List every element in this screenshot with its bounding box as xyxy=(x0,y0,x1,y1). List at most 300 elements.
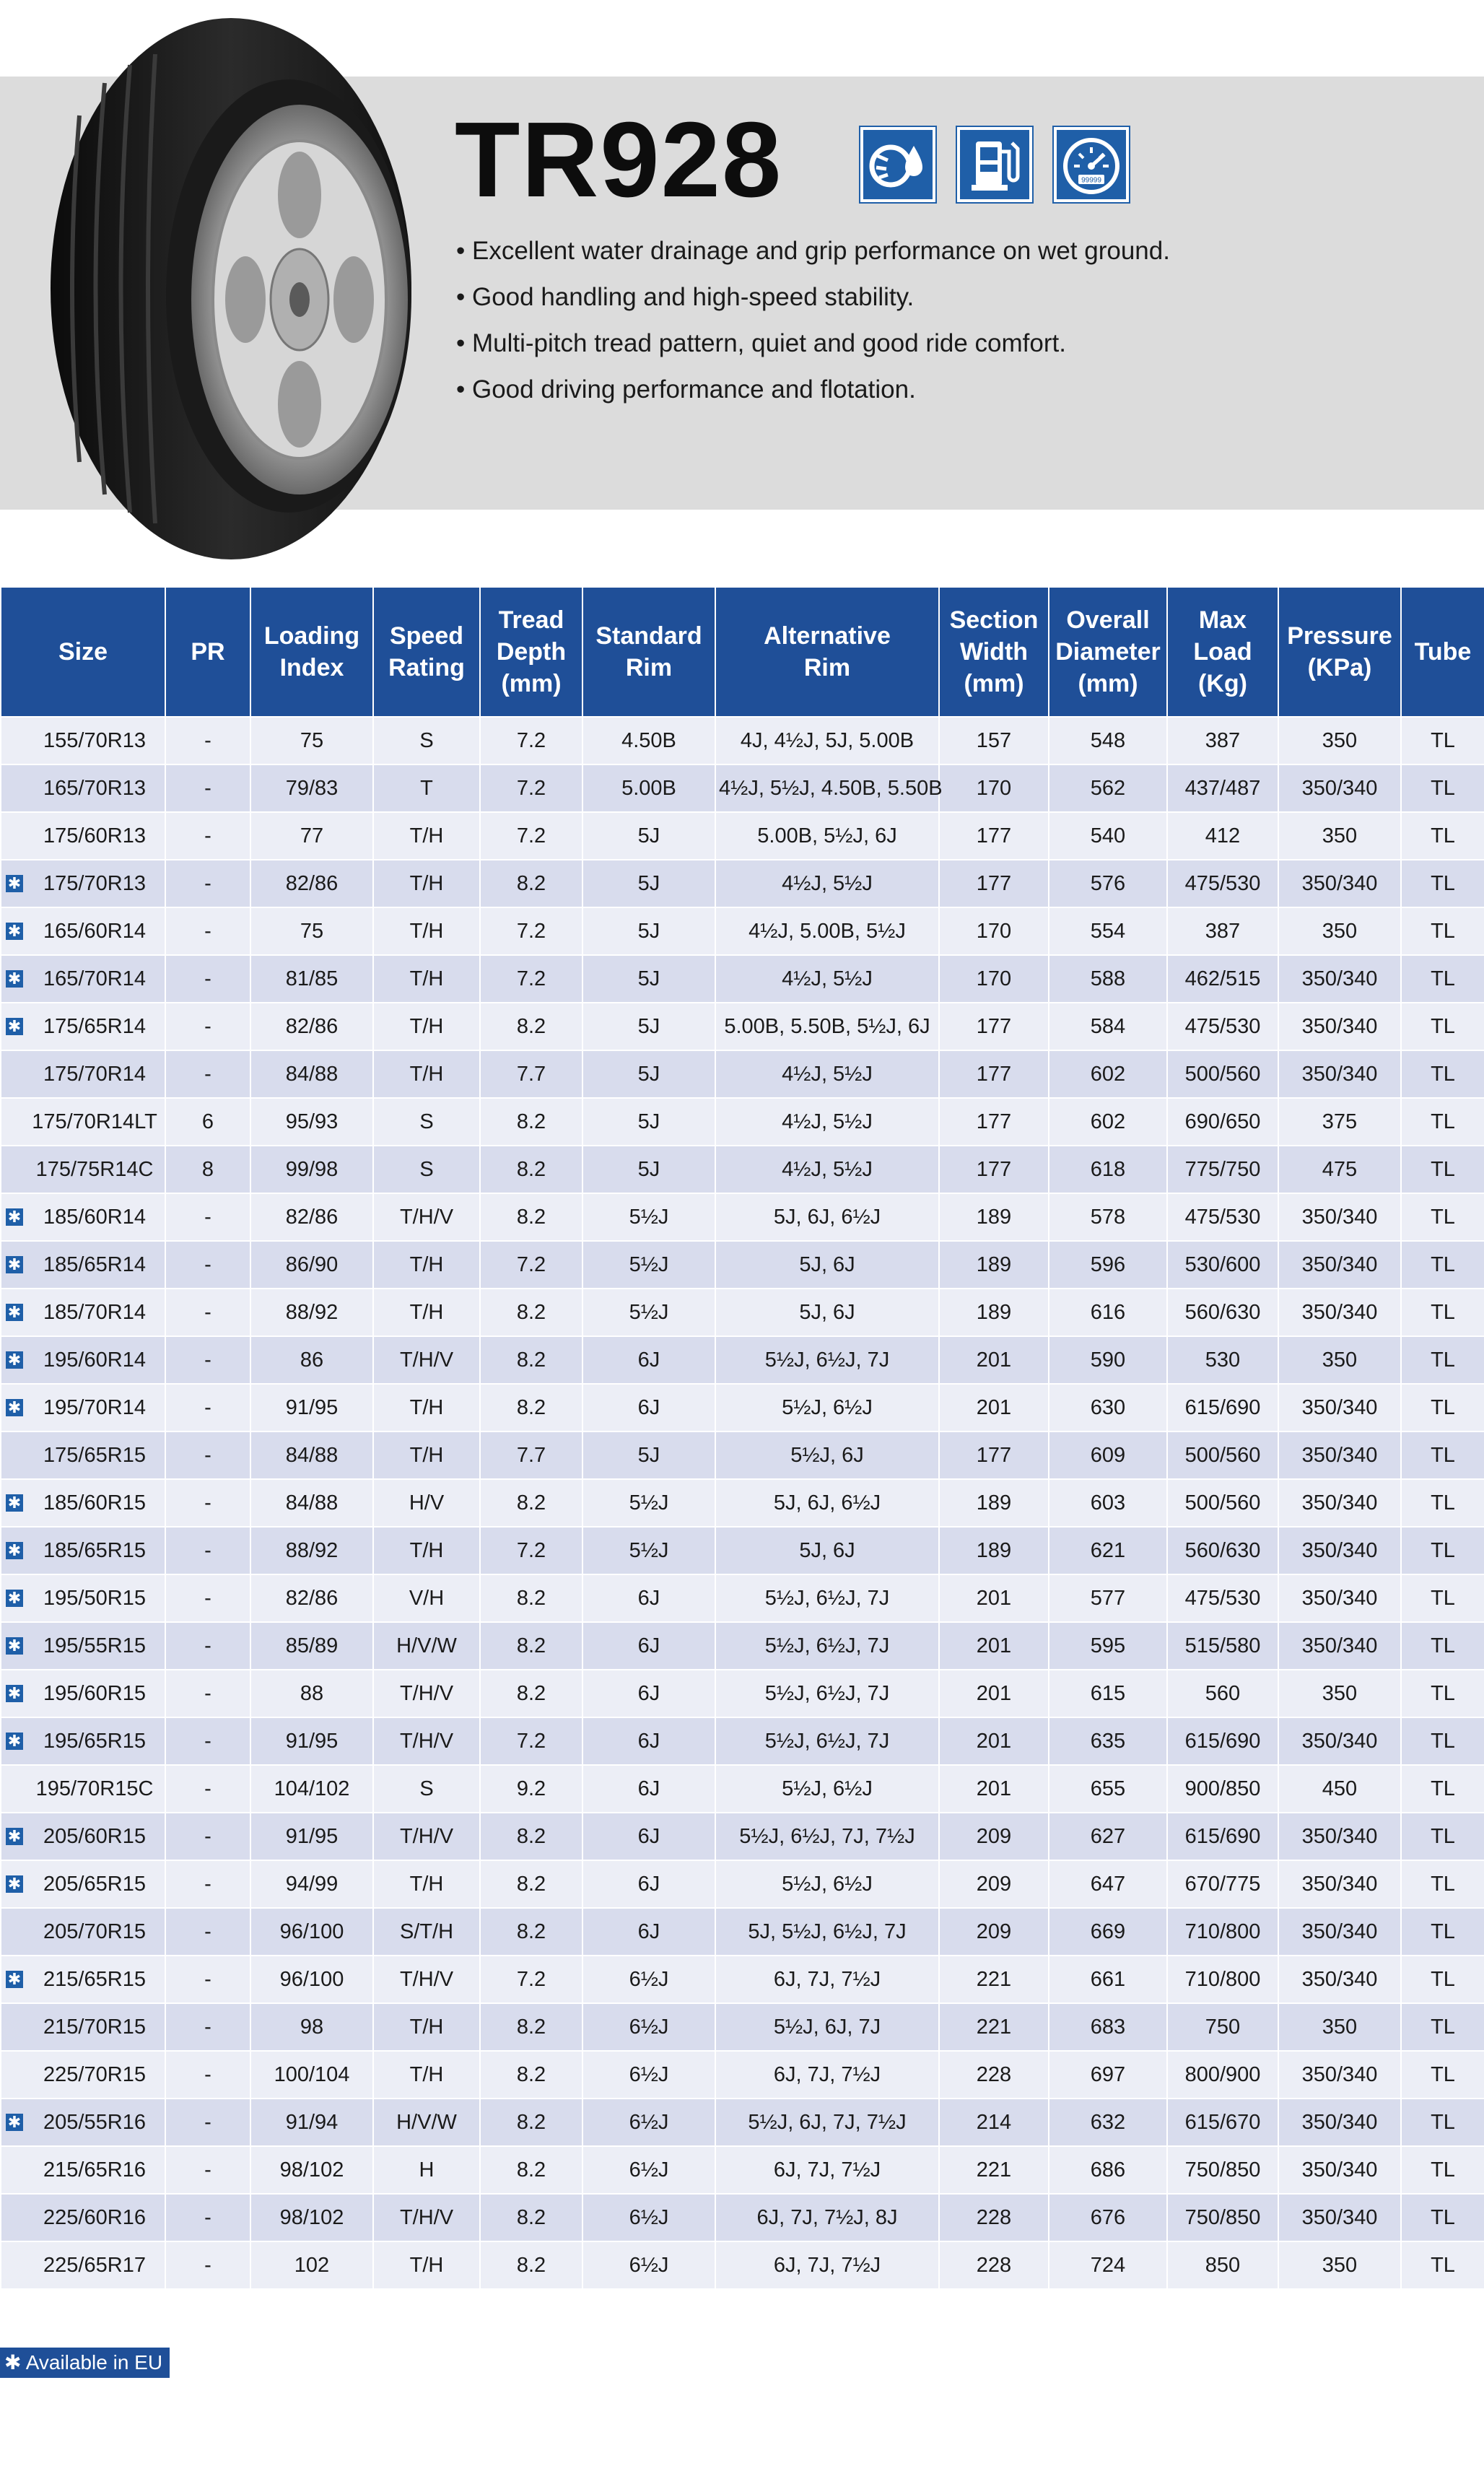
table-cell: T/H xyxy=(373,2003,480,2051)
table-cell: 96/100 xyxy=(250,1956,373,2003)
eu-star-icon: ✱ xyxy=(6,1399,23,1416)
column-header-line: (mm) xyxy=(1078,670,1138,697)
table-cell: 562 xyxy=(1049,764,1167,812)
table-cell: 350/340 xyxy=(1278,764,1401,812)
table-cell: 7.7 xyxy=(480,1431,582,1479)
table-cell: T/H/V xyxy=(373,1193,480,1241)
table-cell: TL xyxy=(1401,1813,1484,1860)
table-cell: T/H xyxy=(373,1050,480,1098)
table-cell: 8.2 xyxy=(480,2051,582,2099)
table-cell: 177 xyxy=(939,1431,1049,1479)
table-cell: 475/530 xyxy=(1167,1003,1278,1050)
table-cell: TL xyxy=(1401,1956,1484,2003)
tire-size-label: 175/75R14C xyxy=(35,1157,154,1181)
table-row xyxy=(1,1813,1484,1860)
table-cell: TL xyxy=(1401,717,1484,764)
table-cell: 5J xyxy=(582,955,715,1003)
table-cell: 630 xyxy=(1049,1384,1167,1431)
table-cell: 350/340 xyxy=(1278,2051,1401,2099)
table-cell: 437/487 xyxy=(1167,764,1278,812)
table-row xyxy=(1,1527,1484,1574)
table-cell: TL xyxy=(1401,2194,1484,2241)
table-cell: T/H xyxy=(373,1384,480,1431)
table-cell: TL xyxy=(1401,1431,1484,1479)
tire-size-label: 175/65R15 xyxy=(43,1443,146,1467)
table-cell: 86/90 xyxy=(250,1241,373,1289)
table-cell: 462/515 xyxy=(1167,955,1278,1003)
table-cell: 5J, 6J xyxy=(715,1241,939,1289)
table-cell: 647 xyxy=(1049,1860,1167,1908)
table-cell: 669 xyxy=(1049,1908,1167,1956)
table-cell xyxy=(1,1050,165,1098)
table-row xyxy=(1,1146,1484,1193)
table-cell: 221 xyxy=(939,2146,1049,2194)
table-cell: 6J xyxy=(582,1336,715,1384)
table-cell: TL xyxy=(1401,2241,1484,2289)
table-cell: 5.00B, 5½J, 6J xyxy=(715,812,939,860)
table-cell: 560/630 xyxy=(1167,1527,1278,1574)
table-cell xyxy=(1,1956,165,2003)
table-cell: 350 xyxy=(1278,717,1401,764)
table-cell: 228 xyxy=(939,2194,1049,2241)
table-cell: 6J, 7J, 7½J, 8J xyxy=(715,2194,939,2241)
tire-size-label: 155/70R13 xyxy=(43,728,146,752)
table-cell: 9.2 xyxy=(480,1765,582,1813)
table-row xyxy=(1,1431,1484,1479)
tire-size-label: 185/60R15 xyxy=(43,1491,146,1515)
table-cell: 603 xyxy=(1049,1479,1167,1527)
table-cell: H/V xyxy=(373,1479,480,1527)
table-cell: 5J xyxy=(582,1003,715,1050)
table-cell: 6J xyxy=(582,1574,715,1622)
table-cell: 475/530 xyxy=(1167,860,1278,907)
table-row xyxy=(1,1574,1484,1622)
table-cell: 82/86 xyxy=(250,1574,373,1622)
table-cell: TL xyxy=(1401,1479,1484,1527)
feature-item: • Good handling and high-speed stability. xyxy=(456,274,1170,321)
table-cell: 615 xyxy=(1049,1670,1167,1717)
table-cell: 5½J, 6½J, 7J, 7½J xyxy=(715,1813,939,1860)
table-cell: 596 xyxy=(1049,1241,1167,1289)
table-cell: 5J xyxy=(582,907,715,955)
table-row xyxy=(1,1050,1484,1098)
table-cell: - xyxy=(165,955,250,1003)
column-header-line: Rim xyxy=(803,654,851,681)
table-cell: 584 xyxy=(1049,1003,1167,1050)
column-header-line: Loading xyxy=(263,622,360,650)
table-cell: 750/850 xyxy=(1167,2146,1278,2194)
table-cell: T/H xyxy=(373,907,480,955)
column-header-line: Size xyxy=(58,638,108,666)
table-cell: 540 xyxy=(1049,812,1167,860)
table-cell: 350 xyxy=(1278,812,1401,860)
table-row xyxy=(1,2241,1484,2289)
table-cell: 77 xyxy=(250,812,373,860)
eu-star-icon: ✱ xyxy=(6,1304,23,1321)
table-cell: 5½J, 6½J, 7J xyxy=(715,1574,939,1622)
table-row xyxy=(1,1479,1484,1527)
table-cell: 627 xyxy=(1049,1813,1167,1860)
table-cell: TL xyxy=(1401,1050,1484,1098)
tire-illustration xyxy=(51,14,426,563)
table-cell: 8.2 xyxy=(480,1813,582,1860)
table-cell: - xyxy=(165,860,250,907)
table-cell: 690/650 xyxy=(1167,1098,1278,1146)
table-cell: 8.2 xyxy=(480,2241,582,2289)
table-cell: 5½J, 6½J, 7J xyxy=(715,1622,939,1670)
table-cell xyxy=(1,1717,165,1765)
table-cell: T/H xyxy=(373,2241,480,2289)
table-cell xyxy=(1,955,165,1003)
column-header xyxy=(250,587,373,717)
table-cell: TL xyxy=(1401,1574,1484,1622)
table-cell: 450 xyxy=(1278,1765,1401,1813)
table-cell: 8.2 xyxy=(480,1384,582,1431)
column-header-line: Diameter xyxy=(1055,638,1161,666)
table-cell: 5J xyxy=(582,1050,715,1098)
table-row xyxy=(1,1860,1484,1908)
table-cell: - xyxy=(165,2099,250,2146)
table-cell: 8.2 xyxy=(480,1193,582,1241)
table-cell: TL xyxy=(1401,907,1484,955)
table-row xyxy=(1,1908,1484,1956)
table-cell: 5½J, 6½J xyxy=(715,1860,939,1908)
table-cell: 4½J, 5.00B, 5½J xyxy=(715,907,939,955)
table-cell: T xyxy=(373,764,480,812)
table-cell: 228 xyxy=(939,2241,1049,2289)
table-cell: 350/340 xyxy=(1278,1431,1401,1479)
table-cell: T/H xyxy=(373,1003,480,1050)
eu-star-icon: ✱ xyxy=(6,875,23,892)
tire-size-label: 195/55R15 xyxy=(43,1634,146,1657)
tire-size-label: 195/50R15 xyxy=(43,1586,146,1610)
table-cell: 554 xyxy=(1049,907,1167,955)
table-cell: 5J xyxy=(582,1146,715,1193)
table-cell: - xyxy=(165,1193,250,1241)
table-cell: 6½J xyxy=(582,2003,715,2051)
table-cell: 221 xyxy=(939,1956,1049,2003)
table-cell xyxy=(1,1146,165,1193)
wet-grip-icon xyxy=(860,127,935,202)
table-cell: 6J xyxy=(582,1813,715,1860)
table-cell xyxy=(1,764,165,812)
tire-size-label: 185/65R15 xyxy=(43,1538,146,1562)
table-cell: 686 xyxy=(1049,2146,1167,2194)
eu-star-icon: ✱ xyxy=(6,1637,23,1655)
table-cell: T/H/V xyxy=(373,1336,480,1384)
table-cell: 91/95 xyxy=(250,1717,373,1765)
table-cell: - xyxy=(165,764,250,812)
feature-item: • Excellent water drainage and grip performance on wet ground. xyxy=(456,228,1170,274)
table-cell: 5½J, 6½J, 7J xyxy=(715,1670,939,1717)
table-cell: 177 xyxy=(939,1098,1049,1146)
table-cell: 88/92 xyxy=(250,1527,373,1574)
eu-availability-legend xyxy=(0,2348,170,2378)
table-cell: - xyxy=(165,1574,250,1622)
table-cell: 170 xyxy=(939,764,1049,812)
table-cell: 201 xyxy=(939,1622,1049,1670)
table-cell: 578 xyxy=(1049,1193,1167,1241)
table-cell: - xyxy=(165,1956,250,2003)
fuel-pump-icon xyxy=(957,127,1032,202)
table-row xyxy=(1,955,1484,1003)
table-cell: TL xyxy=(1401,955,1484,1003)
table-cell: TL xyxy=(1401,1717,1484,1765)
table-cell: TL xyxy=(1401,1146,1484,1193)
tire-size-label: 175/70R14 xyxy=(43,1062,146,1086)
table-cell: 79/83 xyxy=(250,764,373,812)
tire-size-label: 185/65R14 xyxy=(43,1252,146,1276)
table-cell: - xyxy=(165,812,250,860)
table-cell xyxy=(1,1193,165,1241)
table-cell: 4½J, 5½J, 4.50B, 5.50B xyxy=(715,764,939,812)
column-header xyxy=(165,587,250,717)
table-cell: 5½J, 6½J xyxy=(715,1384,939,1431)
eu-star-icon: ✱ xyxy=(6,1542,23,1559)
table-cell: 5J xyxy=(582,860,715,907)
table-cell: TL xyxy=(1401,860,1484,907)
table-cell: TL xyxy=(1401,1289,1484,1336)
table-cell: 710/800 xyxy=(1167,1908,1278,1956)
table-cell: 475 xyxy=(1278,1146,1401,1193)
table-cell: 412 xyxy=(1167,812,1278,860)
tire-size-label: 165/70R13 xyxy=(43,776,146,800)
table-cell: 670/775 xyxy=(1167,1860,1278,1908)
table-cell: TL xyxy=(1401,1622,1484,1670)
table-cell: 4½J, 5½J xyxy=(715,1050,939,1098)
table-cell: 350/340 xyxy=(1278,955,1401,1003)
column-header xyxy=(582,587,715,717)
eu-star-icon: ✱ xyxy=(6,923,23,940)
table-cell: 615/690 xyxy=(1167,1717,1278,1765)
table-cell: 82/86 xyxy=(250,1003,373,1050)
table-cell: 800/900 xyxy=(1167,2051,1278,2099)
tire-size-label: 205/55R16 xyxy=(43,2110,146,2134)
table-cell xyxy=(1,1622,165,1670)
eu-star-icon: ✱ xyxy=(6,1971,23,1988)
table-cell: 602 xyxy=(1049,1050,1167,1098)
table-cell: 84/88 xyxy=(250,1050,373,1098)
table-cell: TL xyxy=(1401,1527,1484,1574)
table-row xyxy=(1,1717,1484,1765)
table-cell: 5J xyxy=(582,812,715,860)
table-cell: 228 xyxy=(939,2051,1049,2099)
column-header xyxy=(939,587,1049,717)
tire-size-label: 165/70R14 xyxy=(43,967,146,990)
table-cell xyxy=(1,860,165,907)
table-cell: 5½J, 6½J, 7J xyxy=(715,1717,939,1765)
table-cell: 350 xyxy=(1278,2241,1401,2289)
table-row xyxy=(1,717,1484,764)
table-cell xyxy=(1,2051,165,2099)
table-cell: TL xyxy=(1401,1336,1484,1384)
column-header-line: Speed xyxy=(389,622,464,650)
table-cell: 697 xyxy=(1049,2051,1167,2099)
table-cell: TL xyxy=(1401,1765,1484,1813)
table-cell: 8.2 xyxy=(480,1908,582,1956)
table-cell: 214 xyxy=(939,2099,1049,2146)
table-cell: 724 xyxy=(1049,2241,1167,2289)
table-cell: T/H xyxy=(373,2051,480,2099)
table-cell: 595 xyxy=(1049,1622,1167,1670)
column-header-line: PR xyxy=(191,638,225,666)
table-cell: TL xyxy=(1401,1670,1484,1717)
table-cell: - xyxy=(165,1670,250,1717)
table-cell: 6½J xyxy=(582,2099,715,2146)
feature-icon-row xyxy=(860,127,1129,202)
table-cell xyxy=(1,907,165,955)
table-cell: 8.2 xyxy=(480,2099,582,2146)
table-cell xyxy=(1,1098,165,1146)
table-cell: 4.50B xyxy=(582,717,715,764)
table-cell: 177 xyxy=(939,1146,1049,1193)
eu-star-icon: ✱ xyxy=(6,970,23,988)
table-cell: 615/690 xyxy=(1167,1384,1278,1431)
table-cell: - xyxy=(165,1717,250,1765)
table-body xyxy=(1,717,1484,2289)
table-cell: 548 xyxy=(1049,717,1167,764)
table-cell: 387 xyxy=(1167,907,1278,955)
table-cell: 590 xyxy=(1049,1336,1167,1384)
table-cell: 350/340 xyxy=(1278,2146,1401,2194)
table-cell: 209 xyxy=(939,1908,1049,1956)
table-row xyxy=(1,764,1484,812)
table-cell: 100/104 xyxy=(250,2051,373,2099)
table-cell: 177 xyxy=(939,1050,1049,1098)
table-row xyxy=(1,2099,1484,2146)
table-cell: 6½J xyxy=(582,2241,715,2289)
table-row xyxy=(1,1241,1484,1289)
speedometer-icon xyxy=(1054,127,1129,202)
table-cell: 6J xyxy=(582,1717,715,1765)
table-cell: 6J xyxy=(582,1384,715,1431)
column-header-line: (mm) xyxy=(964,670,1024,697)
table-cell: T/H/V xyxy=(373,1956,480,2003)
table-cell: - xyxy=(165,1813,250,1860)
table-cell: 530/600 xyxy=(1167,1241,1278,1289)
table-cell: - xyxy=(165,1765,250,1813)
table-cell: 5½J, 6J, 7J xyxy=(715,2003,939,2051)
table-cell: T/H xyxy=(373,955,480,1003)
table-cell: 201 xyxy=(939,1717,1049,1765)
table-cell: 8.2 xyxy=(480,1289,582,1336)
table-cell: 775/750 xyxy=(1167,1146,1278,1193)
table-cell: 5J xyxy=(582,1098,715,1146)
table-cell: 900/850 xyxy=(1167,1765,1278,1813)
table-cell: - xyxy=(165,2003,250,2051)
table-cell: 5J, 6J xyxy=(715,1527,939,1574)
table-cell: 850 xyxy=(1167,2241,1278,2289)
table-cell: 5½J, 6½J, 7J xyxy=(715,1336,939,1384)
table-row xyxy=(1,1289,1484,1336)
table-cell: 6J, 7J, 7½J xyxy=(715,2146,939,2194)
table-cell: TL xyxy=(1401,2146,1484,2194)
table-cell: 5J xyxy=(582,1431,715,1479)
tire-size-label: 195/70R14 xyxy=(43,1395,146,1419)
table-cell: 602 xyxy=(1049,1098,1167,1146)
table-cell: T/H/V xyxy=(373,1717,480,1765)
table-cell xyxy=(1,1241,165,1289)
table-cell: 350/340 xyxy=(1278,2099,1401,2146)
tire-size-label: 185/70R14 xyxy=(43,1300,146,1324)
table-cell: 350/340 xyxy=(1278,860,1401,907)
table-cell: 5½J xyxy=(582,1289,715,1336)
table-cell: 85/89 xyxy=(250,1622,373,1670)
table-cell: 750 xyxy=(1167,2003,1278,2051)
table-cell: T/H/V xyxy=(373,1670,480,1717)
table-cell: 350/340 xyxy=(1278,1717,1401,1765)
table-cell: 157 xyxy=(939,717,1049,764)
table-cell: 5½J xyxy=(582,1193,715,1241)
table-cell: 189 xyxy=(939,1241,1049,1289)
table-row xyxy=(1,2194,1484,2241)
table-cell xyxy=(1,1860,165,1908)
table-cell: 387 xyxy=(1167,717,1278,764)
table-cell: 4½J, 5½J xyxy=(715,860,939,907)
table-row xyxy=(1,2003,1484,2051)
table-cell: - xyxy=(165,1860,250,1908)
table-cell: 96/100 xyxy=(250,1908,373,1956)
table-cell: 6 xyxy=(165,1098,250,1146)
table-cell: 8.2 xyxy=(480,1003,582,1050)
column-header-line: Max xyxy=(1198,606,1247,634)
table-cell: 5J, 6J, 6½J xyxy=(715,1479,939,1527)
table-cell: 4½J, 5½J xyxy=(715,1098,939,1146)
table-row xyxy=(1,1336,1484,1384)
table-cell: 5J, 6J, 6½J xyxy=(715,1193,939,1241)
table-header-row xyxy=(1,587,1484,717)
table-cell: 6½J xyxy=(582,2051,715,2099)
eu-star-icon: ✱ xyxy=(6,2114,23,2131)
table-cell: 209 xyxy=(939,1813,1049,1860)
table-cell: - xyxy=(165,1050,250,1098)
table-cell: T/H xyxy=(373,1289,480,1336)
table-cell xyxy=(1,717,165,764)
table-cell: 350/340 xyxy=(1278,1289,1401,1336)
table-cell: 6J xyxy=(582,1908,715,1956)
table-cell: 4½J, 5½J xyxy=(715,955,939,1003)
table-cell: 500/560 xyxy=(1167,1479,1278,1527)
table-cell: TL xyxy=(1401,1908,1484,1956)
table-cell: 86 xyxy=(250,1336,373,1384)
table-cell: 8.2 xyxy=(480,1479,582,1527)
table-cell: - xyxy=(165,2241,250,2289)
table-cell: 75 xyxy=(250,907,373,955)
table-cell: 8.2 xyxy=(480,860,582,907)
table-cell: TL xyxy=(1401,1241,1484,1289)
table-cell: 189 xyxy=(939,1193,1049,1241)
eu-star-icon: ✱ xyxy=(6,1590,23,1607)
table-cell: TL xyxy=(1401,1384,1484,1431)
table-cell: 475/530 xyxy=(1167,1574,1278,1622)
table-cell: 5½J xyxy=(582,1241,715,1289)
table-row xyxy=(1,907,1484,955)
table-cell: 350 xyxy=(1278,1670,1401,1717)
table-cell: 350/340 xyxy=(1278,1956,1401,2003)
column-header-line: Depth xyxy=(496,638,567,666)
table-cell: - xyxy=(165,2194,250,2241)
table-cell: 7.2 xyxy=(480,764,582,812)
table-cell: 5J, 6J xyxy=(715,1289,939,1336)
table-cell: 221 xyxy=(939,2003,1049,2051)
table-cell xyxy=(1,1384,165,1431)
table-cell: 189 xyxy=(939,1527,1049,1574)
table-cell: 170 xyxy=(939,955,1049,1003)
table-cell xyxy=(1,1003,165,1050)
column-header-line: Alternative xyxy=(764,622,891,650)
table-cell: 350/340 xyxy=(1278,1050,1401,1098)
table-cell: 350/340 xyxy=(1278,1860,1401,1908)
